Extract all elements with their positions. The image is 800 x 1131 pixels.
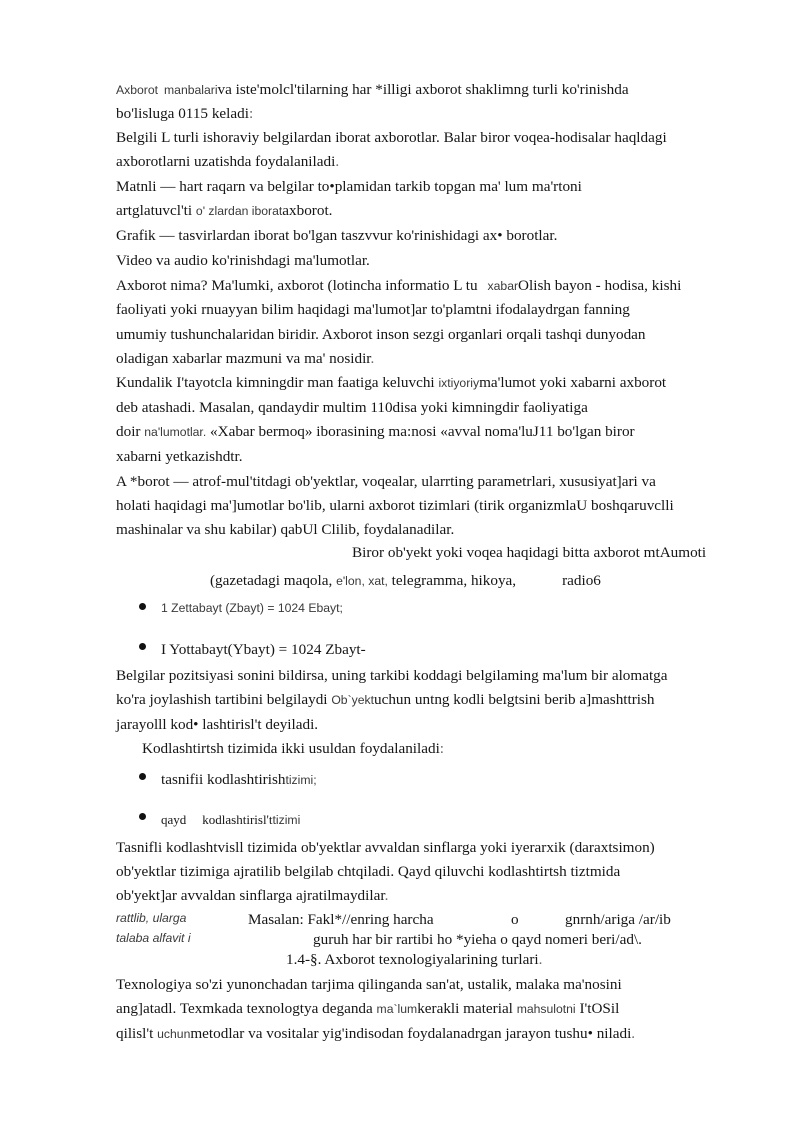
text-line: artglatuvcl'ti o' zlardan iborataxborot. (116, 202, 333, 219)
bullet-icon (139, 643, 146, 650)
image-word-elon-xat: e'lon, xat, (336, 574, 388, 588)
image-word-malumotlar: na'lumotlar. (144, 425, 207, 439)
image-word-ixtiyoriy: ixtiyoriy (438, 376, 480, 390)
text-line: deb atashadi. Masalan, qandaydir multim 110disa yoki kimningdir faoliyatiga (116, 399, 588, 416)
text-line: ko'ra joylashish tartibini belgilaydi Ob`yektuchun untng kodli belgtsini berib a]mashttrish (116, 691, 655, 708)
section-heading: 1.4-§. Axborot texnologiyalarining turlari. (286, 951, 543, 968)
text-line: Grafik — tasvirlardan iborat bo'lgan taszvvur ko'rinishidagi ax• borotlar. (116, 227, 558, 244)
text-line: ang]atadl. Texmkada texnologtya deganda ma`lumkerakli material mahsulotni I'tOSil (116, 1000, 620, 1017)
text-line: faoliyati yoki rnuayyan bilim haqidagi ma'lumot]ar to'plamtni ifodalaydrgan fanning (116, 301, 630, 318)
image-word-malum: ma`lum (376, 1002, 418, 1016)
text-line: Matnli — hart raqarn va belgilar to•plamidan tarkib topgan ma' lum ma'rtoni (116, 178, 582, 195)
bullet-icon (139, 813, 146, 820)
text-line: Masalan: Fakl*//enring harcha (248, 911, 434, 928)
text-line: gnrnh/ariga /ar/ib (565, 911, 671, 928)
text-line: ob'yektlar tizimiga ajratilib belgilab chtqiladi. Qayd qiluvchi kodlashtirtsh tiztmida (116, 863, 621, 880)
image-word-axborot: Axborot (116, 83, 159, 97)
text-line: xabarni yetkazishdtr. (116, 448, 243, 465)
image-word-ozlardan-iborat: o' zlardan iborat (195, 204, 283, 218)
text-line: Kundalik I'tayotcla kimningdir man faatiga keluvchi ixtiyoriyma'lumot yoki xabarni axborot (116, 374, 667, 391)
image-fragment: talaba alfavit i (116, 931, 191, 945)
text-line: Tasnifli kodlashtvisll tizimida ob'yektlar avvaldan sinflarga yoki iyerarxik (daraxtsimon) (116, 839, 655, 856)
text-line: Axborot manbalariva iste'molcl'tilarning har *illigi axborot shaklimng turli ko'rinishda (116, 81, 629, 98)
text-line: ob'yekt]ar avvaldan sinflarga ajratilmaydilar. (116, 887, 389, 904)
list-item: qayd kodlashtirisl'ttizimi (161, 812, 301, 827)
text-line: Kodlashtirtsh tizimida ikki usuldan foydalaniladi: (142, 740, 445, 757)
image-word-uchun: uchun (157, 1027, 191, 1041)
image-word-tizimi: tizimi; (285, 773, 317, 787)
text-line: jarayolll kod• lashtirisl't deyiladi. (116, 716, 319, 733)
list-item: 1 Zettabayt (Zbayt) = 1024 Ebayt; (161, 601, 343, 615)
text-line: A *borot — atrof-mul'titdagi ob'yektlar, voqealar, ularrting parametrlari, xususiyat]ari va (116, 473, 656, 490)
text-line: guruh har bir rartibi ho *yieha o qayd nomeri beri/ad\. (313, 931, 642, 948)
text-line: Belgilar pozitsiyasi sonini bildirsa, uning tarkibi koddagi belgilaming ma'lum bir alomatga (116, 667, 668, 684)
image-word-tizimi: tizimi (272, 813, 301, 827)
text-line: (gazetadagi maqola, e'lon, xat, telegramma, hikoya, radio6 (210, 572, 601, 589)
text-line: oladigan xabarlar mazmuni va ma' nosidir. (116, 350, 375, 367)
text-line: umumiy tushunchalaridan biridir. Axborot inson sezgi organlari orqali tashqi dunyodan (116, 326, 646, 343)
bullet-icon (139, 603, 146, 610)
text-line: mashinalar va shu kabilar) qabUl Clilib, foydalanadilar. (116, 521, 455, 538)
text-line: qilisl't uchunmetodlar va vositalar yig'indisodan foydalanadrgan jarayon tushu• niladi. (116, 1025, 636, 1042)
text-line: Biror ob'yekt yoki voqea haqidagi bitta axborot mtAumoti (352, 544, 707, 561)
text-line: Texnologiya so'zi yunonchadan tarjima qilinganda san'at, ustalik, malaka ma'nosini (116, 976, 622, 993)
image-word-mahsulotni: mahsulotni (516, 1002, 576, 1016)
text-line: holati haqidagi ma']umotlar bo'lib, ularni axborot tizimlari (tirik organizmlaU boshqaruvclli (116, 497, 674, 514)
text-line: bo'lisluga 0115 keladi: (116, 105, 254, 122)
text-line: axborotlarni uzatishda foydalaniladi. (116, 153, 340, 170)
list-item: I Yottabayt(Ybayt) = 1024 Zbayt- (161, 641, 366, 658)
image-fragment: rattlib, ularga (116, 911, 187, 925)
image-word-obyekt: Ob`yekt (331, 693, 374, 707)
bullet-icon (139, 773, 146, 780)
image-word-xabar: xabar (487, 279, 519, 293)
text-line: Axborot nima? Ma'lumki, axborot (lotincha informatio L tu xabarOlish bayon - hodisa, kishi (116, 277, 682, 294)
text-line: o (511, 911, 519, 928)
image-word-manbalari: manbalari (164, 83, 218, 97)
list-item: tasnifii kodlashtirishtizimi; (161, 771, 317, 788)
text-line: doir na'lumotlar. «Xabar bermoq» iborasining ma:nosi «avval noma'luJ11 bo'lgan biror (116, 423, 635, 440)
text-line: Belgili L turli ishoraviy belgilardan iborat axborotlar. Balar biror voqea-hodisalar haqldagi (116, 129, 667, 146)
text-line: Video va audio ko'rinishdagi ma'lumotlar. (116, 252, 370, 269)
